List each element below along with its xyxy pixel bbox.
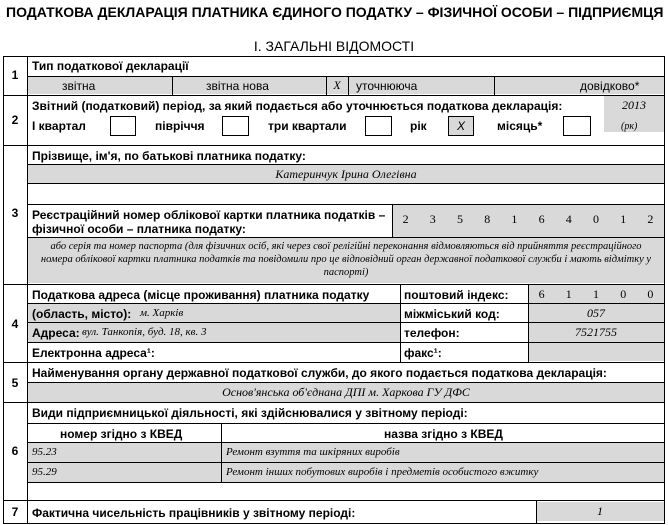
period-year: 2013	[622, 98, 646, 112]
row-number-6: 6	[11, 444, 19, 458]
section-title: І. ЗАГАЛЬНІ ВІДОМОСТІ	[253, 38, 415, 54]
reg-number-label-2: фізичної особи – платника податку:	[32, 222, 246, 236]
phone-label: телефон:	[404, 326, 460, 340]
reg-digit: 6	[538, 212, 545, 226]
postal-digit: 1	[565, 287, 572, 301]
period-label: Звітний (податковий) період, за який подається або уточнюється податкова декларація:	[32, 99, 563, 113]
reg-digit: 3	[429, 212, 436, 226]
kved-row-1-code: 95.23	[32, 446, 57, 458]
city-label: (область, місто):	[32, 307, 132, 321]
street-value: вул. Танкопія, буд. 18, кв. 3	[82, 326, 207, 338]
activities-label: Види підприємницької діяльності, які здійснювалися у звітному періоді:	[32, 406, 468, 420]
reg-digit: 8	[484, 212, 491, 226]
fax-label: факс¹:	[404, 346, 442, 360]
address-label: Податкова адреса (місце проживання) платника податку	[32, 288, 370, 302]
email-label: Електронна адреса¹:	[32, 346, 155, 360]
postal-digit: 6	[538, 287, 545, 301]
period-year-label: рік	[410, 119, 427, 133]
taxpayer-name-label: Прізвище, ім'я, по батькові платника податку:	[32, 149, 306, 163]
taxpayer-name-value: Катеринчук Ірина Олегівна	[275, 167, 417, 181]
period-rk-label: (рк)	[621, 121, 638, 132]
row-number-4: 4	[11, 317, 19, 331]
postal-digit: 0	[647, 287, 654, 301]
period-month-checkbox[interactable]	[563, 116, 591, 136]
reg-digit: 1	[511, 212, 518, 226]
period-half-checkbox[interactable]	[222, 116, 249, 136]
street-label: Адреса:	[32, 326, 80, 340]
type-option-reporting: звітна	[62, 79, 96, 93]
type-option-reference: довідково*	[580, 79, 640, 93]
period-q3-checkbox[interactable]	[365, 116, 392, 136]
period-half-label: півріччя	[155, 119, 205, 133]
kved-row-1-name: Ремонт взуття та шкіряних виробів	[226, 446, 400, 458]
period-q3-label: три квартали	[268, 119, 347, 133]
kved-code-header: номер згідно з КВЕД	[60, 427, 183, 441]
phone-value: 7521755	[575, 325, 617, 339]
doc-title: ПОДАТКОВА ДЕКЛАРАЦІЯ ПЛАТНИКА ЄДИНОГО ПОДАТКУ – ФІЗИЧНОЇ ОСОБИ – ПІДПРИЄМЦЯ	[6, 4, 664, 20]
reg-number-label-1: Реєстраційний номер облікової картки платника податків –	[32, 208, 386, 222]
staff-count-value: 1	[597, 504, 603, 518]
period-q1-checkbox[interactable]	[110, 116, 136, 136]
row-number-7: 7	[11, 505, 19, 519]
intercity-code-value: 057	[587, 306, 605, 320]
declaration-type-label: Тип податкової декларації	[32, 59, 189, 73]
type-new-reporting-mark[interactable]: X	[333, 78, 341, 92]
period-q1-label: І квартал	[32, 119, 86, 133]
row-number-3: 3	[11, 206, 19, 220]
type-option-clarifying: уточнююча	[356, 79, 418, 93]
postal-digit: 0	[620, 287, 627, 301]
reg-digit: 5	[456, 212, 463, 226]
kved-name-header: назва згідно з КВЕД	[384, 427, 503, 441]
postal-code-label: поштовий індекс:	[404, 288, 509, 302]
reg-digit: 2	[402, 212, 409, 226]
passport-note: або серія та номер паспорта (для фізичних осіб, які через свої релігійні переконання відмовляються від прийняття реєстраційного номера облікової картки платника податків та повідомили про це відповідний орган державної податкової служби і мають відмітку у паспорті)	[40, 241, 652, 278]
period-month-label: місяць*	[497, 119, 543, 133]
period-year-checkbox[interactable]: X	[448, 116, 474, 136]
intercity-code-label: міжміський код:	[404, 307, 500, 321]
email-bg	[528, 343, 664, 361]
postal-digit: 1	[592, 287, 599, 301]
reg-digit: 4	[565, 212, 572, 226]
kved-row-2-name: Ремонт інших побутових виробів і предметів особистого вжитку	[226, 466, 539, 478]
reg-digit: 1	[620, 212, 627, 226]
city-value: м. Харків	[140, 307, 184, 319]
tax-office-value: Основ'янська об'єднана ДПІ м. Харкова ГУ ДФС	[222, 385, 470, 399]
staff-count-label: Фактична чисельність працівників у звітному періоді:	[32, 506, 356, 520]
reg-digit: 2	[647, 212, 654, 226]
type-option-new-reporting: звітна нова	[206, 79, 269, 93]
reg-digit: 0	[592, 212, 599, 226]
kved-row-2-code: 95.29	[32, 466, 57, 478]
row-number-5: 5	[11, 376, 19, 390]
row-number-2: 2	[11, 113, 19, 127]
row-number-1: 1	[11, 68, 19, 82]
tax-office-label: Найменування органу державної податкової служби, до якого подається податкова декларація:	[32, 366, 607, 380]
